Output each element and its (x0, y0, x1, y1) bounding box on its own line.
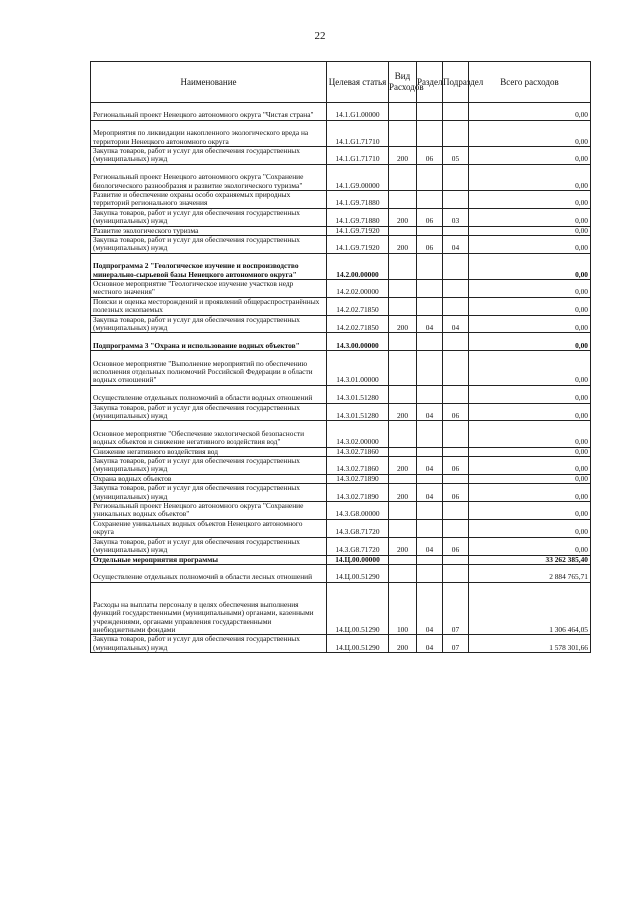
table-row (91, 564, 591, 582)
row-expense-type-cell (389, 280, 417, 298)
row-subsection-cell (443, 474, 469, 483)
row-name-cell: Региональный проект Ненецкого автономного округа "Сохранение уникальных водных объектов" (91, 502, 327, 520)
table-row (91, 537, 591, 555)
row-subsection-cell (443, 120, 469, 146)
row-expense-type-cell (389, 297, 417, 315)
row-name-cell: Закупка товаров, работ и услуг для обеспечения государственных (муниципальных) нужд (91, 635, 327, 653)
row-target-cell: 14.Ц.00.51290 (327, 564, 389, 582)
header-subsection: Подраздел (443, 62, 469, 103)
row-expense-type-cell (389, 447, 417, 456)
row-name-cell: Осуществление отдельных полномочий в области водных отношений (91, 385, 327, 403)
row-target-cell: 14.1.G9.00000 (327, 164, 389, 190)
row-section-cell (417, 351, 443, 386)
row-target-cell: 14.3.01.51280 (327, 403, 389, 421)
row-name-cell: Основное мероприятие "Геологическое изучение участков недр местного значения" (91, 280, 327, 298)
row-target-cell: 14.3.G8.71720 (327, 519, 389, 537)
row-target-cell: 14.3.G8.00000 (327, 502, 389, 520)
table-row (91, 385, 591, 403)
row-section-cell: 04 (417, 457, 443, 475)
row-expense-type-cell: 200 (389, 208, 417, 226)
table-row (91, 484, 591, 502)
row-section-cell: 06 (417, 208, 443, 226)
row-subsection-cell (443, 564, 469, 582)
row-expense-type-cell (389, 190, 417, 208)
table-row (91, 297, 591, 315)
row-name-cell: Закупка товаров, работ и услуг для обеспечения государственных (муниципальных) нужд (91, 208, 327, 226)
row-section-cell: 04 (417, 484, 443, 502)
row-section-cell (417, 564, 443, 582)
row-subsection-cell: 06 (443, 457, 469, 475)
row-expense-type-cell (389, 351, 417, 386)
row-total-cell: 0,00 (469, 351, 591, 386)
row-expense-type-cell (389, 164, 417, 190)
row-name-cell: Отдельные мероприятия программы (91, 555, 327, 564)
row-name-cell: Мероприятия по ликвидации накопленного экологического вреда на территории Ненецкого автономного округа (91, 120, 327, 146)
row-name-cell: Закупка товаров, работ и услуг для обеспечения государственных (муниципальных) нужд (91, 146, 327, 164)
row-subsection-cell (443, 333, 469, 351)
row-section-cell (417, 297, 443, 315)
budget-table (90, 61, 591, 653)
row-section-cell (417, 120, 443, 146)
row-subsection-cell: 06 (443, 537, 469, 555)
table-row (91, 582, 591, 635)
row-subsection-cell (443, 447, 469, 456)
row-total-cell: 0,00 (469, 421, 591, 447)
row-total-cell: 0,00 (469, 385, 591, 403)
row-subsection-cell (443, 253, 469, 279)
row-subsection-cell (443, 555, 469, 564)
row-target-cell: 14.3.02.71860 (327, 457, 389, 475)
table-row (91, 519, 591, 537)
row-expense-type-cell: 200 (389, 484, 417, 502)
row-section-cell: 04 (417, 635, 443, 653)
row-section-cell (417, 502, 443, 520)
row-total-cell: 0,00 (469, 226, 591, 235)
row-total-cell: 2 884 765,71 (469, 564, 591, 582)
row-expense-type-cell (389, 421, 417, 447)
row-section-cell (417, 385, 443, 403)
row-expense-type-cell: 100 (389, 582, 417, 635)
row-name-cell: Закупка товаров, работ и услуг для обеспечения государственных (муниципальных) нужд (91, 236, 327, 254)
table-row (91, 333, 591, 351)
row-section-cell (417, 226, 443, 235)
row-section-cell: 04 (417, 315, 443, 333)
row-subsection-cell: 05 (443, 146, 469, 164)
row-section-cell (417, 103, 443, 121)
row-target-cell: 14.2.02.71850 (327, 315, 389, 333)
row-target-cell: 14.3.02.00000 (327, 421, 389, 447)
page-number: 22 (314, 30, 326, 42)
row-name-cell: Региональный проект Ненецкого автономного округа "Чистая страна" (91, 103, 327, 121)
row-total-cell: 0,00 (469, 333, 591, 351)
row-subsection-cell (443, 385, 469, 403)
row-target-cell: 14.Ц.00.00000 (327, 555, 389, 564)
row-target-cell: 14.Ц.00.51290 (327, 635, 389, 653)
row-section-cell (417, 555, 443, 564)
table-row (91, 103, 591, 121)
row-total-cell: 0,00 (469, 519, 591, 537)
row-subsection-cell: 07 (443, 635, 469, 653)
row-section-cell (417, 164, 443, 190)
row-total-cell: 0,00 (469, 297, 591, 315)
table-body (91, 103, 591, 653)
table-row (91, 315, 591, 333)
row-total-cell: 1 306 464,05 (469, 582, 591, 635)
row-section-cell (417, 190, 443, 208)
row-section-cell (417, 333, 443, 351)
row-section-cell (417, 474, 443, 483)
row-subsection-cell: 04 (443, 236, 469, 254)
row-expense-type-cell: 200 (389, 635, 417, 653)
row-name-cell: Подпрограмма 3 "Охрана и использование водных объектов" (91, 333, 327, 351)
row-name-cell: Расходы на выплаты персоналу в целях обеспечения выполнения функций государственными (муниципальными) органами, казенными учреждениями, органами управления государственными внебюджетными фондами (91, 582, 327, 635)
row-total-cell: 0,00 (469, 403, 591, 421)
row-total-cell: 33 262 385,40 (469, 555, 591, 564)
table-row (91, 457, 591, 475)
row-total-cell: 0,00 (469, 253, 591, 279)
table-row (91, 120, 591, 146)
table-row (91, 146, 591, 164)
row-total-cell: 0,00 (469, 315, 591, 333)
header-expense-type: Вид Расходов (389, 62, 417, 103)
row-name-cell: Закупка товаров, работ и услуг для обеспечения государственных (муниципальных) нужд (91, 484, 327, 502)
row-expense-type-cell (389, 519, 417, 537)
header-name: Наименование (91, 62, 327, 103)
row-name-cell: Сохранение уникальных водных объектов Ненецкого автономного округа (91, 519, 327, 537)
table-row (91, 555, 591, 564)
row-subsection-cell: 04 (443, 315, 469, 333)
row-target-cell: 14.3.02.71890 (327, 484, 389, 502)
row-expense-type-cell: 200 (389, 146, 417, 164)
row-subsection-cell: 06 (443, 403, 469, 421)
row-subsection-cell (443, 280, 469, 298)
header-total: Всего расходов (469, 62, 591, 103)
row-expense-type-cell: 200 (389, 537, 417, 555)
row-total-cell: 0,00 (469, 103, 591, 121)
row-section-cell (417, 447, 443, 456)
row-name-cell: Развитие экологического туризма (91, 226, 327, 235)
row-target-cell: 14.1.G1.71710 (327, 120, 389, 146)
row-subsection-cell (443, 190, 469, 208)
table-row (91, 236, 591, 254)
row-subsection-cell: 06 (443, 484, 469, 502)
row-target-cell: 14.3.02.71890 (327, 474, 389, 483)
row-total-cell: 1 578 301,66 (469, 635, 591, 653)
row-total-cell: 0,00 (469, 484, 591, 502)
row-section-cell (417, 253, 443, 279)
row-name-cell: Подпрограмма 2 "Геологическое изучение и воспроизводство минерально-сырьевой базы Ненецкого автономного округа" (91, 253, 327, 279)
header-section: Раздел (417, 62, 443, 103)
row-expense-type-cell: 200 (389, 457, 417, 475)
row-target-cell: 14.1.G9.71920 (327, 236, 389, 254)
row-section-cell: 06 (417, 146, 443, 164)
row-target-cell: 14.2.02.00000 (327, 280, 389, 298)
row-target-cell: 14.3.01.51280 (327, 385, 389, 403)
row-total-cell: 0,00 (469, 502, 591, 520)
row-subsection-cell (443, 226, 469, 235)
row-subsection-cell: 07 (443, 582, 469, 635)
row-section-cell (417, 519, 443, 537)
table-row (91, 351, 591, 386)
row-target-cell: 14.1.G9.71920 (327, 226, 389, 235)
row-name-cell: Осуществление отдельных полномочий в области лесных отношений (91, 564, 327, 582)
table-header-row (91, 62, 591, 103)
row-name-cell: Закупка товаров, работ и услуг для обеспечения государственных (муниципальных) нужд (91, 457, 327, 475)
row-name-cell: Поиски и оценка месторождений и проявлений общераспространённых полезных ископаемых (91, 297, 327, 315)
row-name-cell: Развитие и обеспечение охраны особо охраняемых природных территорий регионального значения (91, 190, 327, 208)
table-row (91, 253, 591, 279)
row-subsection-cell (443, 297, 469, 315)
row-subsection-cell: 03 (443, 208, 469, 226)
row-expense-type-cell (389, 385, 417, 403)
row-section-cell: 04 (417, 537, 443, 555)
table-row (91, 635, 591, 653)
row-name-cell: Региональный проект Ненецкого автономного округа "Сохранение биологического разнообразия и развитие экологического туризма" (91, 164, 327, 190)
row-target-cell: 14.3.02.71860 (327, 447, 389, 456)
row-target-cell: 14.1.G1.71710 (327, 146, 389, 164)
row-subsection-cell (443, 164, 469, 190)
header-target: Целевая статья (327, 62, 389, 103)
row-name-cell: Основное мероприятие "Выполнение мероприятий по обеспечению исполнения отдельных полномочий Российской Федерации в области водных отношений" (91, 351, 327, 386)
row-total-cell: 0,00 (469, 280, 591, 298)
row-target-cell: 14.3.01.00000 (327, 351, 389, 386)
row-total-cell: 0,00 (469, 447, 591, 456)
row-expense-type-cell (389, 564, 417, 582)
table-row (91, 403, 591, 421)
table-row (91, 164, 591, 190)
table-row (91, 280, 591, 298)
row-name-cell: Закупка товаров, работ и услуг для обеспечения государственных (муниципальных) нужд (91, 537, 327, 555)
row-target-cell: 14.3.00.00000 (327, 333, 389, 351)
row-total-cell: 0,00 (469, 537, 591, 555)
row-total-cell: 0,00 (469, 457, 591, 475)
row-expense-type-cell (389, 253, 417, 279)
row-expense-type-cell: 200 (389, 403, 417, 421)
row-name-cell: Закупка товаров, работ и услуг для обеспечения государственных (муниципальных) нужд (91, 403, 327, 421)
row-section-cell: 04 (417, 582, 443, 635)
row-expense-type-cell (389, 474, 417, 483)
row-total-cell: 0,00 (469, 120, 591, 146)
row-expense-type-cell (389, 333, 417, 351)
table-row (91, 502, 591, 520)
row-subsection-cell (443, 519, 469, 537)
row-expense-type-cell: 200 (389, 236, 417, 254)
row-name-cell: Закупка товаров, работ и услуг для обеспечения государственных (муниципальных) нужд (91, 315, 327, 333)
table-row (91, 421, 591, 447)
row-target-cell: 14.1.G9.71880 (327, 190, 389, 208)
row-section-cell: 04 (417, 403, 443, 421)
row-target-cell: 14.Ц.00.51290 (327, 582, 389, 635)
row-section-cell (417, 280, 443, 298)
row-total-cell: 0,00 (469, 236, 591, 254)
row-target-cell: 14.1.G9.71880 (327, 208, 389, 226)
row-expense-type-cell (389, 120, 417, 146)
table-row (91, 190, 591, 208)
row-expense-type-cell (389, 502, 417, 520)
row-target-cell: 14.2.00.00000 (327, 253, 389, 279)
row-section-cell: 06 (417, 236, 443, 254)
row-target-cell: 14.1.G1.00000 (327, 103, 389, 121)
row-subsection-cell (443, 421, 469, 447)
row-name-cell: Охрана водных объектов (91, 474, 327, 483)
row-total-cell: 0,00 (469, 164, 591, 190)
row-subsection-cell (443, 351, 469, 386)
row-total-cell: 0,00 (469, 146, 591, 164)
row-total-cell: 0,00 (469, 190, 591, 208)
row-expense-type-cell (389, 555, 417, 564)
row-subsection-cell (443, 502, 469, 520)
table-row (91, 208, 591, 226)
row-expense-type-cell (389, 226, 417, 235)
row-expense-type-cell: 200 (389, 315, 417, 333)
row-subsection-cell (443, 103, 469, 121)
row-target-cell: 14.2.02.71850 (327, 297, 389, 315)
row-section-cell (417, 421, 443, 447)
row-expense-type-cell (389, 103, 417, 121)
row-name-cell: Снижение негативного воздействия вод (91, 447, 327, 456)
row-target-cell: 14.3.G8.71720 (327, 537, 389, 555)
row-total-cell: 0,00 (469, 474, 591, 483)
row-total-cell: 0,00 (469, 208, 591, 226)
row-name-cell: Основное мероприятие "Обеспечение экологической безопасности водных объектов и снижение негативного воздействия вод" (91, 421, 327, 447)
